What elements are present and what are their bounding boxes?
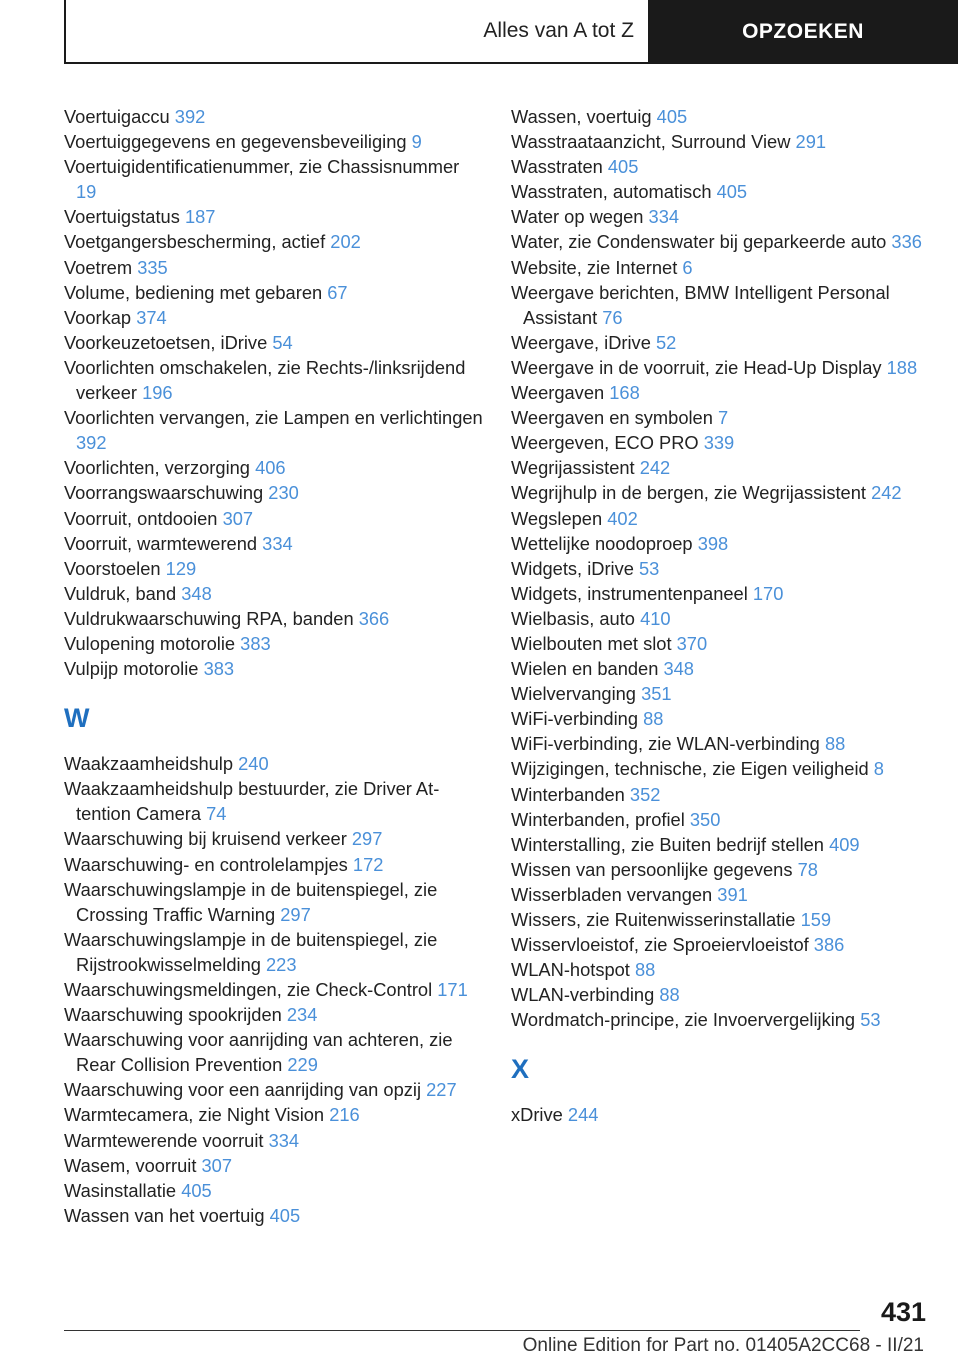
- index-entry-text: Wisservloeistof, zie Sproeiervloeistof: [511, 934, 809, 956]
- index-entry: [511, 380, 931, 405]
- index-entry-text: Warmtewerende voorruit: [64, 1129, 264, 1151]
- index-entry-text: WLAN-hotspot: [511, 959, 630, 981]
- page-reference-link[interactable]: 374: [136, 306, 167, 328]
- index-entry-text: Wasstraten: [511, 156, 603, 178]
- index-entry: [64, 977, 484, 1002]
- index-entry: [64, 129, 484, 154]
- index-entry: [64, 506, 484, 531]
- index-entry: [511, 907, 931, 932]
- index-entry-text: Waarschuwing bij kruisend verkeer: [64, 828, 347, 850]
- page-reference-link[interactable]: 7: [717, 407, 729, 429]
- page-reference-link[interactable]: 392: [174, 106, 206, 127]
- index-entry-text: Volume, bediening met gebaren: [64, 281, 323, 303]
- page-reference-link[interactable]: 391: [717, 883, 748, 905]
- index-entry: [511, 355, 931, 380]
- footer-divider: [64, 1330, 860, 1331]
- index-entry-text: Voorlichten, verzorging: [64, 457, 250, 479]
- index-entry-text: Voertuigstatus: [64, 206, 180, 228]
- page-reference-link[interactable]: 88: [634, 959, 656, 981]
- index-entry: [511, 430, 931, 455]
- page-reference-link[interactable]: 405: [656, 106, 688, 127]
- index-entry-text: Widgets, iDrive: [511, 557, 634, 579]
- index-entry-text: Wegrijassistent: [511, 457, 635, 479]
- index-entry-text: Weergeven, ECO PRO: [511, 432, 699, 454]
- index-entry: [511, 656, 931, 681]
- index-column-right: [511, 104, 931, 1128]
- index-entry-text: Website, zie Internet: [511, 256, 678, 278]
- index-entry-text: Voertuigidentificatienummer, zie Chassisnummer: [64, 156, 460, 178]
- page-reference-link[interactable]: 242: [871, 482, 902, 504]
- page-reference-link[interactable]: 196: [142, 382, 173, 404]
- page-reference-link[interactable]: 242: [639, 457, 671, 479]
- index-entry: [64, 229, 484, 254]
- index-entry: [511, 756, 931, 781]
- page-reference-link[interactable]: 409: [829, 833, 860, 855]
- index-entry: [511, 606, 931, 631]
- page-reference-link[interactable]: 188: [886, 356, 918, 378]
- page-reference-link[interactable]: 366: [358, 607, 390, 629]
- page-reference-link[interactable]: 244: [567, 1104, 599, 1126]
- index-entry-text: Wielbouten met slot: [511, 632, 672, 654]
- page-reference-link[interactable]: 383: [240, 632, 271, 654]
- index-entry: [64, 1128, 484, 1153]
- page-reference-link[interactable]: 88: [659, 984, 680, 1006]
- page-reference-link[interactable]: 223: [266, 953, 297, 975]
- index-entry-text: Voertuigaccu: [64, 106, 170, 127]
- index-letter-heading: X: [511, 1054, 530, 1085]
- index-entry: [511, 255, 931, 280]
- index-entry: [64, 852, 484, 877]
- page-reference-link[interactable]: 19: [76, 181, 97, 203]
- page-reference-link[interactable]: 348: [663, 658, 694, 680]
- index-entry-text: Voorkap: [64, 306, 132, 328]
- page-reference-link[interactable]: 383: [203, 658, 235, 680]
- page-reference-link[interactable]: 170: [752, 582, 784, 604]
- index-entry-text: Voorruit, warmtewerend: [64, 532, 258, 554]
- index-entry: [511, 957, 931, 982]
- index-entry-text: Voertuiggegevens en gegevensbeveiliging: [64, 131, 407, 153]
- page-reference-link[interactable]: 187: [184, 206, 216, 228]
- footer-edition: Online Edition for Part no. 01405A2CC68 - II/21: [522, 1335, 924, 1356]
- index-entry-text: Voorstoelen: [64, 557, 161, 579]
- page-reference-link[interactable]: 405: [181, 1179, 212, 1201]
- index-entry: [64, 330, 484, 355]
- index-entry: [64, 280, 484, 305]
- page-reference-link[interactable]: 67: [327, 281, 348, 303]
- index-entry: [64, 480, 484, 505]
- index-entry-text: Wordmatch-principe, zie Invoervergelijking: [511, 1009, 856, 1031]
- index-entry: [64, 154, 484, 204]
- index-entry: [511, 882, 931, 907]
- index-entry: [64, 1178, 484, 1203]
- index-entry-text: Vulopening motorolie: [64, 632, 236, 654]
- page-reference-link[interactable]: 202: [330, 231, 361, 253]
- page-reference-link[interactable]: 336: [891, 231, 922, 253]
- index-entry-text: Wielvervanging: [511, 683, 636, 705]
- index-entry: [64, 405, 484, 455]
- page-reference-link[interactable]: 405: [607, 156, 639, 178]
- page-reference-link[interactable]: 392: [76, 432, 107, 454]
- index-entry-text: Voorlichten omschakelen, zie Rechts-/linksrijdend verkeer: [64, 356, 466, 404]
- page-reference-link[interactable]: 406: [255, 457, 286, 479]
- index-entry-text: Weergave berichten, BMW Intelligent Personal Assistant: [511, 281, 890, 328]
- page-reference-link[interactable]: 335: [137, 256, 168, 278]
- index-entry: [64, 631, 484, 656]
- page-reference-link[interactable]: 291: [795, 131, 827, 153]
- index-entry-text: Waarschuwing- en controlelampjes: [64, 853, 348, 875]
- index-entry-text: Wijzigingen, technische, zie Eigen veiligheid: [511, 758, 869, 780]
- index-entry: [511, 455, 931, 480]
- index-entry-text: Waarschuwingslampje in de buitenspiegel, zie Crossing Traffic Warning: [64, 878, 438, 925]
- index-entry: [511, 129, 931, 154]
- index-entry: [511, 531, 931, 556]
- page-reference-link[interactable]: 159: [800, 909, 832, 930]
- page-reference-link[interactable]: 9: [411, 131, 422, 153]
- index-entry-text: Warmtecamera, zie Night Vision: [64, 1104, 325, 1126]
- page-reference-link[interactable]: 350: [689, 808, 721, 830]
- index-entry-text: Waakzaamheidshulp bestuurder, zie Driver Attention Camera: [64, 778, 440, 825]
- index-entry: [64, 1203, 484, 1228]
- page-reference-link[interactable]: 78: [797, 858, 818, 880]
- section-title[interactable]: Alles van A tot Z: [64, 0, 648, 64]
- index-entry: [64, 751, 484, 776]
- index-entry: [64, 927, 484, 977]
- index-entry-text: Waarschuwing voor een aanrijding van opzij: [64, 1079, 422, 1101]
- index-entry-text: Vulpijp motorolie: [64, 658, 199, 680]
- index-entry: [64, 1077, 484, 1102]
- index-entry-text: Wielbasis, auto: [511, 607, 635, 629]
- index-entry: [511, 480, 931, 505]
- index-entry: [64, 1002, 484, 1027]
- index-entry-text: Wegrijhulp in de bergen, zie Wegrijassistent: [511, 482, 866, 504]
- page-reference-link[interactable]: 297: [280, 903, 311, 925]
- index-entry-text: Waarschuwingslampje in de buitenspiegel, zie Rijstrookwisselmelding: [64, 928, 438, 975]
- index-entry-text: Voorrangswaarschuwing: [64, 482, 264, 504]
- index-entry-text: Voorkeuzetoetsen, iDrive: [64, 331, 268, 353]
- index-entry-text: Waarschuwing spookrijden: [64, 1004, 282, 1026]
- index-entry: [511, 631, 931, 656]
- page-reference-link[interactable]: 370: [676, 632, 708, 654]
- page-reference-link[interactable]: 297: [351, 828, 383, 850]
- index-entry: [64, 455, 484, 480]
- page-reference-link[interactable]: 230: [268, 482, 299, 504]
- index-entry: [64, 581, 484, 606]
- index-entry: [64, 1153, 484, 1178]
- index-entry-text: Winterbanden: [511, 783, 625, 805]
- index-entry-text: WiFi-verbinding, zie WLAN-verbinding: [511, 733, 820, 755]
- page-reference-link[interactable]: 351: [641, 683, 672, 705]
- index-entry: [511, 1102, 931, 1127]
- index-entry-text: WLAN-verbinding: [511, 984, 655, 1006]
- index-entry-text: Water, zie Condenswater bij geparkeerde auto: [511, 231, 887, 253]
- index-entry: [64, 255, 484, 280]
- index-entry: [511, 731, 931, 756]
- page-reference-link[interactable]: 8: [873, 758, 884, 780]
- index-entry-text: Voetgangersbescherming, actief: [64, 231, 326, 253]
- index-entry-text: Wasstraten, automatisch: [511, 181, 712, 203]
- index-entry-text: Vuldrukwaarschuwing RPA, banden: [64, 607, 354, 629]
- page-reference-link[interactable]: 88: [643, 708, 664, 730]
- index-entry: [511, 280, 931, 330]
- index-entry-text: Wasstraataanzicht, Surround View: [511, 131, 791, 153]
- page-reference-link[interactable]: 334: [268, 1129, 300, 1151]
- page-reference-link[interactable]: 171: [437, 979, 468, 1000]
- index-entry-text: Wettelijke noodoproep: [511, 532, 693, 554]
- index-entry: [511, 982, 931, 1007]
- index-entry: [511, 706, 931, 731]
- index-entry-text: Wissers, zie Ruitenwisserinstallatie: [511, 909, 796, 930]
- page-reference-link[interactable]: 168: [609, 382, 640, 404]
- index-entry-text: Waarschuwingsmeldingen, zie Check-Control: [64, 979, 433, 1000]
- index-entry: [511, 330, 931, 355]
- index-entry-text: Voorruit, ontdooien: [64, 507, 218, 529]
- index-entry: [511, 506, 931, 531]
- index-entry: [64, 656, 484, 681]
- index-entry-text: xDrive: [511, 1104, 563, 1126]
- page-reference-link[interactable]: 339: [703, 432, 735, 454]
- index-entry-text: Waakzaamheidshulp: [64, 753, 234, 775]
- index-letter-heading: W: [64, 703, 90, 734]
- page-reference-link[interactable]: 6: [682, 256, 693, 278]
- index-entry-text: Winterstalling, zie Buiten bedrijf stellen: [511, 833, 824, 855]
- page-reference-link[interactable]: 334: [648, 206, 680, 228]
- index-entry: [511, 782, 931, 807]
- index-entry-text: Wasinstallatie: [64, 1179, 177, 1201]
- page-reference-link[interactable]: 405: [269, 1204, 301, 1226]
- index-entry-text: Wassen, voertuig: [511, 106, 652, 127]
- index-entry-text: Wissen van persoonlijke gegevens: [511, 858, 793, 880]
- index-entry: [511, 581, 931, 606]
- page-reference-link[interactable]: 334: [262, 532, 293, 554]
- index-entry: [64, 826, 484, 851]
- index-entry: [511, 1007, 931, 1032]
- index-entry: [64, 204, 484, 229]
- page-reference-link[interactable]: 52: [655, 331, 677, 353]
- index-entry-text: Winterbanden, profiel: [511, 808, 685, 830]
- page-reference-link[interactable]: 398: [697, 532, 729, 554]
- index-entry-text: Water op wegen: [511, 206, 644, 228]
- index-entry: [64, 104, 484, 129]
- index-column-left: [64, 104, 484, 1228]
- index-entry-text: Voetrem: [64, 256, 133, 278]
- tab-opzoeken[interactable]: OPZOEKEN: [648, 0, 958, 64]
- page-reference-link[interactable]: 307: [222, 507, 254, 529]
- index-entry: [511, 204, 931, 229]
- page-reference-link[interactable]: 240: [238, 753, 269, 775]
- page-number: 431: [880, 1297, 926, 1327]
- page-reference-link[interactable]: 76: [602, 306, 623, 328]
- page-reference-link[interactable]: 234: [286, 1004, 318, 1026]
- index-entry: [511, 229, 931, 254]
- page-reference-link[interactable]: 348: [181, 582, 212, 604]
- page-reference-link[interactable]: 229: [287, 1054, 318, 1076]
- page-reference-link[interactable]: 53: [860, 1009, 881, 1031]
- index-entry: [64, 305, 484, 330]
- index-entry: [511, 104, 931, 129]
- index-entry-text: WiFi-verbinding: [511, 708, 638, 730]
- index-entry-text: Wassen van het voertuig: [64, 1204, 265, 1226]
- page-reference-link[interactable]: 352: [629, 783, 661, 805]
- index-entry-text: Wasem, voorruit: [64, 1154, 197, 1176]
- page-reference-link[interactable]: 129: [165, 557, 197, 579]
- index-entry-text: Wisserbladen vervangen: [511, 883, 713, 905]
- page-reference-link[interactable]: 307: [201, 1154, 233, 1176]
- page-reference-link[interactable]: 227: [426, 1079, 457, 1101]
- index-entry: [511, 179, 931, 204]
- index-entry: [64, 877, 484, 927]
- index-entry-text: Vuldruk, band: [64, 582, 177, 604]
- page-reference-link[interactable]: 88: [824, 733, 846, 755]
- index-entry: [64, 556, 484, 581]
- index-entry-text: Weergaven en symbolen: [511, 407, 713, 429]
- index-entry: [64, 1102, 484, 1127]
- index-entry: [511, 681, 931, 706]
- index-entry: [64, 531, 484, 556]
- page-header: [64, 0, 958, 64]
- index-entry: [64, 776, 484, 826]
- index-entry-text: Wielen en banden: [511, 658, 659, 680]
- page-reference-link[interactable]: 74: [206, 803, 227, 825]
- index-entry: [64, 1027, 484, 1077]
- index-entry: [64, 606, 484, 631]
- index-entry-text: Voorlichten vervangen, zie Lampen en verlichtingen: [64, 407, 483, 429]
- page-reference-link[interactable]: 386: [813, 934, 845, 956]
- index-entry: [511, 832, 931, 857]
- index-entry: [511, 556, 931, 581]
- index-entry-text: Weergave in de voorruit, zie Head-Up Display: [511, 356, 882, 378]
- index-entry: [64, 355, 484, 405]
- index-entry-text: Widgets, instrumentenpaneel: [511, 582, 748, 604]
- page-reference-link[interactable]: 54: [272, 331, 293, 353]
- page-reference-link[interactable]: 402: [607, 507, 638, 529]
- index-entry: [511, 857, 931, 882]
- page-reference-link[interactable]: 405: [716, 181, 748, 203]
- page-reference-link[interactable]: 172: [352, 853, 384, 875]
- index-entry-text: Weergaven: [511, 382, 605, 404]
- index-entry: [511, 807, 931, 832]
- index-entry: [511, 154, 931, 179]
- index-entry-text: Weergave, iDrive: [511, 331, 651, 353]
- index-entry-text: Wegslepen: [511, 507, 603, 529]
- page-reference-link[interactable]: 216: [329, 1104, 360, 1126]
- index-entry: [511, 932, 931, 957]
- index-entry: [511, 405, 931, 430]
- page-reference-link[interactable]: 410: [640, 607, 671, 629]
- page-reference-link[interactable]: 53: [639, 557, 660, 579]
- index-entry-text: Waarschuwing voor aanrijding van achteren, zie Rear Collision Prevention: [64, 1029, 453, 1076]
